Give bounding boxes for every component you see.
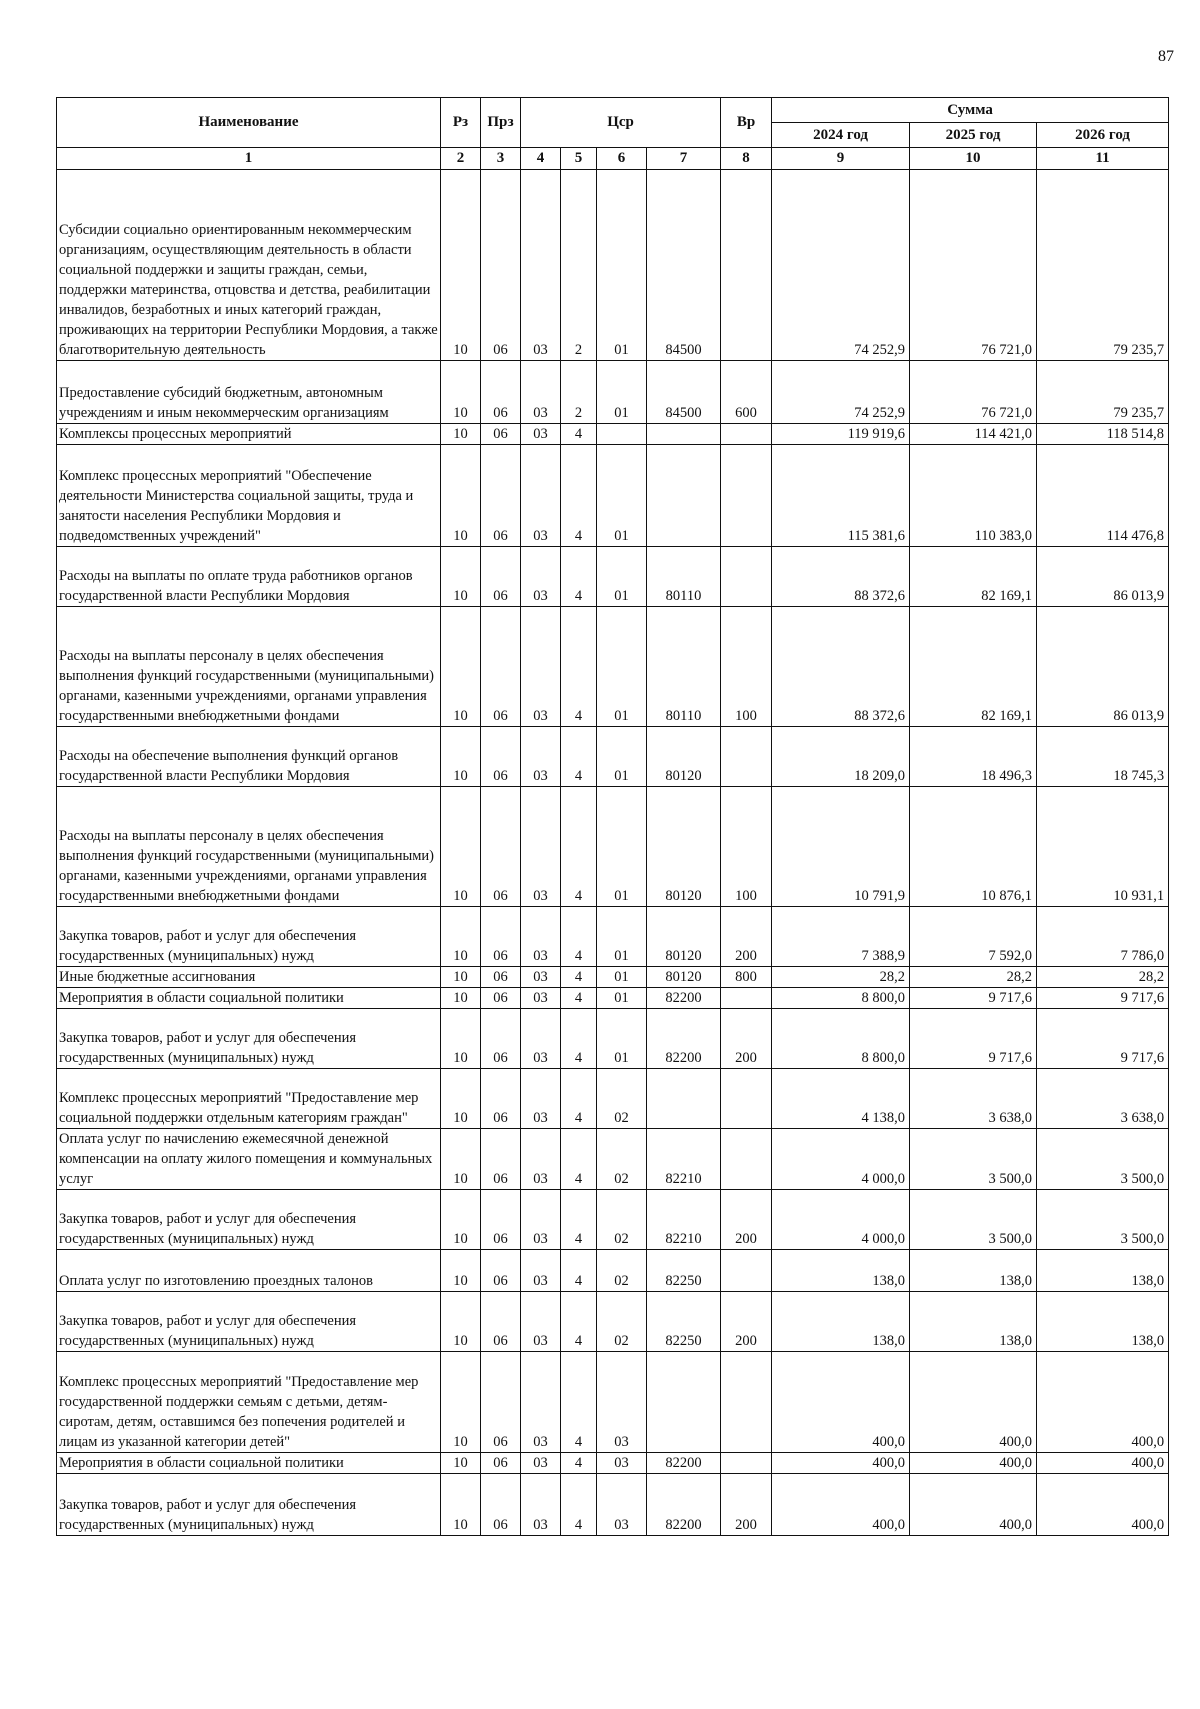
row-vr — [721, 1249, 772, 1291]
row-vr: 200 — [721, 1189, 772, 1249]
row-csr-program: 03 — [521, 786, 561, 906]
row-csr-program: 03 — [521, 1452, 561, 1473]
row-name: Закупка товаров, работ и услуг для обеспечения государственных (муниципальных) нужд — [57, 1189, 441, 1249]
column-number: 4 — [521, 148, 561, 170]
row-prz: 06 — [481, 1452, 521, 1473]
table-row — [57, 423, 1169, 444]
row-csr-direction — [647, 1351, 721, 1452]
row-csr-direction — [647, 444, 721, 546]
row-rz: 10 — [441, 786, 481, 906]
row-csr-item: 01 — [597, 906, 647, 966]
row-rz: 10 — [441, 726, 481, 786]
row-amount-2024: 4 000,0 — [772, 1189, 910, 1249]
row-prz: 06 — [481, 1008, 521, 1068]
row-csr-type: 4 — [561, 726, 597, 786]
header-csr: Цср — [521, 98, 721, 148]
row-name: Предоставление субсидий бюджетным, автономным учреждениям и иным некоммерческим организациям — [57, 360, 441, 423]
row-amount-2025: 3 500,0 — [910, 1189, 1037, 1249]
row-amount-2024: 119 919,6 — [772, 423, 910, 444]
row-csr-program: 03 — [521, 169, 561, 360]
row-amount-2026: 114 476,8 — [1037, 444, 1169, 546]
row-rz: 10 — [441, 1473, 481, 1535]
budget-table — [56, 97, 1169, 1536]
row-name: Закупка товаров, работ и услуг для обеспечения государственных (муниципальных) нужд — [57, 906, 441, 966]
row-csr-item: 01 — [597, 1008, 647, 1068]
column-number: 3 — [481, 148, 521, 170]
row-amount-2025: 9 717,6 — [910, 987, 1037, 1008]
row-name: Расходы на обеспечение выполнения функций органов государственной власти Республики Мордовия — [57, 726, 441, 786]
row-prz: 06 — [481, 1351, 521, 1452]
row-csr-type: 4 — [561, 1008, 597, 1068]
row-amount-2025: 9 717,6 — [910, 1008, 1037, 1068]
row-prz: 06 — [481, 726, 521, 786]
row-rz: 10 — [441, 360, 481, 423]
row-amount-2024: 138,0 — [772, 1249, 910, 1291]
row-vr: 600 — [721, 360, 772, 423]
row-amount-2025: 28,2 — [910, 966, 1037, 987]
row-csr-program: 03 — [521, 1291, 561, 1351]
row-amount-2025: 82 169,1 — [910, 606, 1037, 726]
row-name: Закупка товаров, работ и услуг для обеспечения государственных (муниципальных) нужд — [57, 1008, 441, 1068]
row-vr — [721, 1351, 772, 1452]
row-csr-item: 01 — [597, 606, 647, 726]
row-rz: 10 — [441, 169, 481, 360]
row-prz: 06 — [481, 1291, 521, 1351]
row-csr-direction: 82200 — [647, 1008, 721, 1068]
row-amount-2025: 3 638,0 — [910, 1068, 1037, 1128]
column-number: 2 — [441, 148, 481, 170]
row-rz: 10 — [441, 966, 481, 987]
row-amount-2026: 10 931,1 — [1037, 786, 1169, 906]
row-amount-2026: 138,0 — [1037, 1291, 1169, 1351]
table-row — [57, 726, 1169, 786]
row-amount-2024: 74 252,9 — [772, 360, 910, 423]
row-prz: 06 — [481, 169, 521, 360]
row-csr-type: 4 — [561, 1068, 597, 1128]
table-row — [57, 1351, 1169, 1452]
table-row — [57, 444, 1169, 546]
row-csr-item: 01 — [597, 966, 647, 987]
row-vr — [721, 1068, 772, 1128]
row-amount-2026: 3 638,0 — [1037, 1068, 1169, 1128]
row-vr: 800 — [721, 966, 772, 987]
row-prz: 06 — [481, 1473, 521, 1535]
table-row — [57, 1249, 1169, 1291]
row-csr-item: 03 — [597, 1473, 647, 1535]
row-csr-item: 02 — [597, 1291, 647, 1351]
row-amount-2024: 7 388,9 — [772, 906, 910, 966]
row-csr-direction: 82210 — [647, 1128, 721, 1189]
row-rz: 10 — [441, 1351, 481, 1452]
header-name: Наименование — [57, 98, 441, 148]
page-number: 87 — [1158, 48, 1174, 65]
row-amount-2024: 138,0 — [772, 1291, 910, 1351]
row-csr-program: 03 — [521, 444, 561, 546]
row-amount-2026: 79 235,7 — [1037, 169, 1169, 360]
row-prz: 06 — [481, 360, 521, 423]
row-name: Расходы на выплаты персоналу в целях обеспечения выполнения функций государственными (муниципальными) органами, казенными учреждениями, органами управления государственными внебюджетными фондами — [57, 786, 441, 906]
row-name: Закупка товаров, работ и услуг для обеспечения государственных (муниципальных) нужд — [57, 1291, 441, 1351]
row-amount-2024: 18 209,0 — [772, 726, 910, 786]
row-amount-2024: 10 791,9 — [772, 786, 910, 906]
row-amount-2025: 76 721,0 — [910, 169, 1037, 360]
row-csr-item: 01 — [597, 169, 647, 360]
row-amount-2025: 82 169,1 — [910, 546, 1037, 606]
row-rz: 10 — [441, 444, 481, 546]
row-rz: 10 — [441, 546, 481, 606]
row-csr-item: 02 — [597, 1068, 647, 1128]
header-rz: Рз — [441, 98, 481, 148]
table-row — [57, 906, 1169, 966]
row-vr — [721, 1452, 772, 1473]
row-csr-type: 4 — [561, 1128, 597, 1189]
row-prz: 06 — [481, 423, 521, 444]
row-amount-2026: 400,0 — [1037, 1473, 1169, 1535]
row-vr: 100 — [721, 786, 772, 906]
header-year-2026: 2026 год — [1037, 123, 1169, 148]
row-csr-type: 4 — [561, 444, 597, 546]
row-amount-2026: 138,0 — [1037, 1249, 1169, 1291]
row-rz: 10 — [441, 1452, 481, 1473]
row-csr-program: 03 — [521, 906, 561, 966]
row-csr-item: 03 — [597, 1351, 647, 1452]
row-vr: 200 — [721, 1008, 772, 1068]
row-amount-2026: 400,0 — [1037, 1452, 1169, 1473]
row-csr-type: 4 — [561, 1249, 597, 1291]
row-prz: 06 — [481, 987, 521, 1008]
row-amount-2024: 400,0 — [772, 1473, 910, 1535]
table-row — [57, 1291, 1169, 1351]
row-csr-type: 4 — [561, 1452, 597, 1473]
row-csr-program: 03 — [521, 423, 561, 444]
row-name: Оплата услуг по изготовлению проездных талонов — [57, 1249, 441, 1291]
table-row — [57, 169, 1169, 360]
row-prz: 06 — [481, 1128, 521, 1189]
row-csr-program: 03 — [521, 1473, 561, 1535]
row-csr-type: 4 — [561, 606, 597, 726]
row-vr — [721, 987, 772, 1008]
row-csr-direction — [647, 1068, 721, 1128]
row-name: Мероприятия в области социальной политики — [57, 1452, 441, 1473]
table-row — [57, 1068, 1169, 1128]
header-year-2024: 2024 год — [772, 123, 910, 148]
row-csr-type: 4 — [561, 786, 597, 906]
table-row — [57, 1473, 1169, 1535]
row-csr-direction: 80120 — [647, 726, 721, 786]
table-row — [57, 360, 1169, 423]
row-rz: 10 — [441, 906, 481, 966]
row-amount-2025: 7 592,0 — [910, 906, 1037, 966]
column-number: 10 — [910, 148, 1037, 170]
column-number: 8 — [721, 148, 772, 170]
row-csr-direction: 82250 — [647, 1249, 721, 1291]
row-csr-direction: 80120 — [647, 966, 721, 987]
row-amount-2024: 4 000,0 — [772, 1128, 910, 1189]
row-amount-2026: 86 013,9 — [1037, 606, 1169, 726]
row-amount-2024: 400,0 — [772, 1452, 910, 1473]
row-amount-2025: 10 876,1 — [910, 786, 1037, 906]
row-csr-direction — [647, 423, 721, 444]
table-row — [57, 966, 1169, 987]
column-number: 1 — [57, 148, 441, 170]
row-csr-item: 02 — [597, 1128, 647, 1189]
row-prz: 06 — [481, 606, 521, 726]
row-csr-item — [597, 423, 647, 444]
row-csr-program: 03 — [521, 966, 561, 987]
table-row — [57, 1452, 1169, 1473]
table-row — [57, 606, 1169, 726]
row-name: Закупка товаров, работ и услуг для обеспечения государственных (муниципальных) нужд — [57, 1473, 441, 1535]
row-amount-2025: 3 500,0 — [910, 1128, 1037, 1189]
row-name: Мероприятия в области социальной политики — [57, 987, 441, 1008]
row-csr-program: 03 — [521, 546, 561, 606]
row-csr-direction: 80110 — [647, 546, 721, 606]
row-prz: 06 — [481, 1249, 521, 1291]
row-csr-program: 03 — [521, 606, 561, 726]
row-csr-item: 01 — [597, 360, 647, 423]
row-prz: 06 — [481, 906, 521, 966]
row-csr-program: 03 — [521, 360, 561, 423]
row-name: Комплекс процессных мероприятий "Предоставление мер социальной поддержки отдельным категориям граждан" — [57, 1068, 441, 1128]
row-csr-program: 03 — [521, 1068, 561, 1128]
row-amount-2025: 400,0 — [910, 1351, 1037, 1452]
row-amount-2025: 400,0 — [910, 1452, 1037, 1473]
row-csr-direction: 82210 — [647, 1189, 721, 1249]
table-row — [57, 1008, 1169, 1068]
row-vr — [721, 1128, 772, 1189]
row-amount-2026: 18 745,3 — [1037, 726, 1169, 786]
row-amount-2024: 400,0 — [772, 1351, 910, 1452]
row-csr-type: 4 — [561, 966, 597, 987]
row-vr — [721, 169, 772, 360]
column-number: 7 — [647, 148, 721, 170]
row-amount-2026: 9 717,6 — [1037, 987, 1169, 1008]
row-amount-2024: 8 800,0 — [772, 1008, 910, 1068]
row-prz: 06 — [481, 786, 521, 906]
row-csr-program: 03 — [521, 987, 561, 1008]
row-csr-item: 02 — [597, 1249, 647, 1291]
row-vr — [721, 726, 772, 786]
row-csr-direction: 84500 — [647, 360, 721, 423]
row-csr-type: 2 — [561, 360, 597, 423]
column-number: 11 — [1037, 148, 1169, 170]
row-csr-direction: 84500 — [647, 169, 721, 360]
row-csr-type: 4 — [561, 546, 597, 606]
row-csr-type: 4 — [561, 423, 597, 444]
row-csr-item: 01 — [597, 786, 647, 906]
row-amount-2025: 114 421,0 — [910, 423, 1037, 444]
row-csr-type: 4 — [561, 906, 597, 966]
row-vr — [721, 546, 772, 606]
row-name: Комплекс процессных мероприятий "Предоставление мер государственной поддержки семьям с детьми, детям-сиротам, детям, оставшимся без попечения родителей и лицам из указанной категории детей" — [57, 1351, 441, 1452]
row-rz: 10 — [441, 1008, 481, 1068]
table-row — [57, 987, 1169, 1008]
row-csr-type: 2 — [561, 169, 597, 360]
row-csr-direction: 80110 — [647, 606, 721, 726]
row-name: Иные бюджетные ассигнования — [57, 966, 441, 987]
row-amount-2025: 18 496,3 — [910, 726, 1037, 786]
row-csr-program: 03 — [521, 1189, 561, 1249]
row-amount-2025: 400,0 — [910, 1473, 1037, 1535]
header-prz: Прз — [481, 98, 521, 148]
row-vr — [721, 423, 772, 444]
table-row — [57, 1128, 1169, 1189]
row-name: Комплексы процессных мероприятий — [57, 423, 441, 444]
row-name: Расходы на выплаты персоналу в целях обеспечения выполнения функций государственными (муниципальными) органами, казенными учреждениями, органами управления государственными внебюджетными фондами — [57, 606, 441, 726]
row-rz: 10 — [441, 1249, 481, 1291]
column-number: 5 — [561, 148, 597, 170]
row-csr-type: 4 — [561, 1473, 597, 1535]
row-csr-item: 01 — [597, 444, 647, 546]
row-prz: 06 — [481, 444, 521, 546]
row-csr-type: 4 — [561, 1351, 597, 1452]
header-year-2025: 2025 год — [910, 123, 1037, 148]
row-csr-program: 03 — [521, 1008, 561, 1068]
table-row — [57, 786, 1169, 906]
table-row — [57, 1189, 1169, 1249]
row-csr-program: 03 — [521, 726, 561, 786]
row-csr-item: 01 — [597, 546, 647, 606]
row-name: Комплекс процессных мероприятий "Обеспечение деятельности Министерства социальной защиты, труда и занятости населения Республики Мордовия и подведомственных учреждений" — [57, 444, 441, 546]
row-name: Оплата услуг по начислению ежемесячной денежной компенсации на оплату жилого помещения и коммунальных услуг — [57, 1128, 441, 1189]
row-csr-item: 03 — [597, 1452, 647, 1473]
row-rz: 10 — [441, 1291, 481, 1351]
row-csr-type: 4 — [561, 987, 597, 1008]
row-csr-program: 03 — [521, 1128, 561, 1189]
row-amount-2025: 138,0 — [910, 1291, 1037, 1351]
row-csr-program: 03 — [521, 1351, 561, 1452]
row-amount-2024: 115 381,6 — [772, 444, 910, 546]
row-prz: 06 — [481, 546, 521, 606]
row-amount-2026: 3 500,0 — [1037, 1189, 1169, 1249]
row-amount-2025: 138,0 — [910, 1249, 1037, 1291]
row-csr-program: 03 — [521, 1249, 561, 1291]
row-vr: 200 — [721, 1473, 772, 1535]
row-amount-2026: 79 235,7 — [1037, 360, 1169, 423]
row-csr-direction: 82200 — [647, 1473, 721, 1535]
row-prz: 06 — [481, 1189, 521, 1249]
row-amount-2024: 8 800,0 — [772, 987, 910, 1008]
row-amount-2025: 110 383,0 — [910, 444, 1037, 546]
row-prz: 06 — [481, 966, 521, 987]
row-amount-2026: 118 514,8 — [1037, 423, 1169, 444]
row-amount-2024: 88 372,6 — [772, 606, 910, 726]
row-csr-type: 4 — [561, 1291, 597, 1351]
row-vr: 200 — [721, 1291, 772, 1351]
row-amount-2024: 28,2 — [772, 966, 910, 987]
row-amount-2026: 400,0 — [1037, 1351, 1169, 1452]
row-csr-direction: 80120 — [647, 786, 721, 906]
row-csr-item: 01 — [597, 987, 647, 1008]
table-row — [57, 546, 1169, 606]
row-csr-type: 4 — [561, 1189, 597, 1249]
row-name: Субсидии социально ориентированным некоммерческим организациям, осуществляющим деятельность в области социальной поддержки и защиты граждан, семьи, поддержки материнства, отцовства и детства, реабилитации инвалидов, безработных и иных категорий граждан, проживающих на территории Республики Мордовия, а также благотворительную деятельность — [57, 169, 441, 360]
row-csr-item: 02 — [597, 1189, 647, 1249]
row-vr: 200 — [721, 906, 772, 966]
row-vr — [721, 444, 772, 546]
column-number: 9 — [772, 148, 910, 170]
row-amount-2026: 3 500,0 — [1037, 1128, 1169, 1189]
row-amount-2024: 88 372,6 — [772, 546, 910, 606]
row-rz: 10 — [441, 1068, 481, 1128]
row-rz: 10 — [441, 606, 481, 726]
row-amount-2025: 76 721,0 — [910, 360, 1037, 423]
row-rz: 10 — [441, 1128, 481, 1189]
row-csr-direction: 80120 — [647, 906, 721, 966]
row-amount-2024: 4 138,0 — [772, 1068, 910, 1128]
row-rz: 10 — [441, 987, 481, 1008]
row-amount-2024: 74 252,9 — [772, 169, 910, 360]
table-body — [57, 169, 1169, 1535]
row-csr-item: 01 — [597, 726, 647, 786]
row-csr-direction: 82200 — [647, 1452, 721, 1473]
row-name: Расходы на выплаты по оплате труда работников органов государственной власти Республики Мордовия — [57, 546, 441, 606]
row-amount-2026: 28,2 — [1037, 966, 1169, 987]
row-vr: 100 — [721, 606, 772, 726]
row-csr-direction: 82250 — [647, 1291, 721, 1351]
row-amount-2026: 7 786,0 — [1037, 906, 1169, 966]
header-vr: Вр — [721, 98, 772, 148]
row-amount-2026: 86 013,9 — [1037, 546, 1169, 606]
row-prz: 06 — [481, 1068, 521, 1128]
column-number: 6 — [597, 148, 647, 170]
row-csr-direction: 82200 — [647, 987, 721, 1008]
header-sum: Сумма — [772, 98, 1169, 123]
row-rz: 10 — [441, 1189, 481, 1249]
row-amount-2026: 9 717,6 — [1037, 1008, 1169, 1068]
row-rz: 10 — [441, 423, 481, 444]
